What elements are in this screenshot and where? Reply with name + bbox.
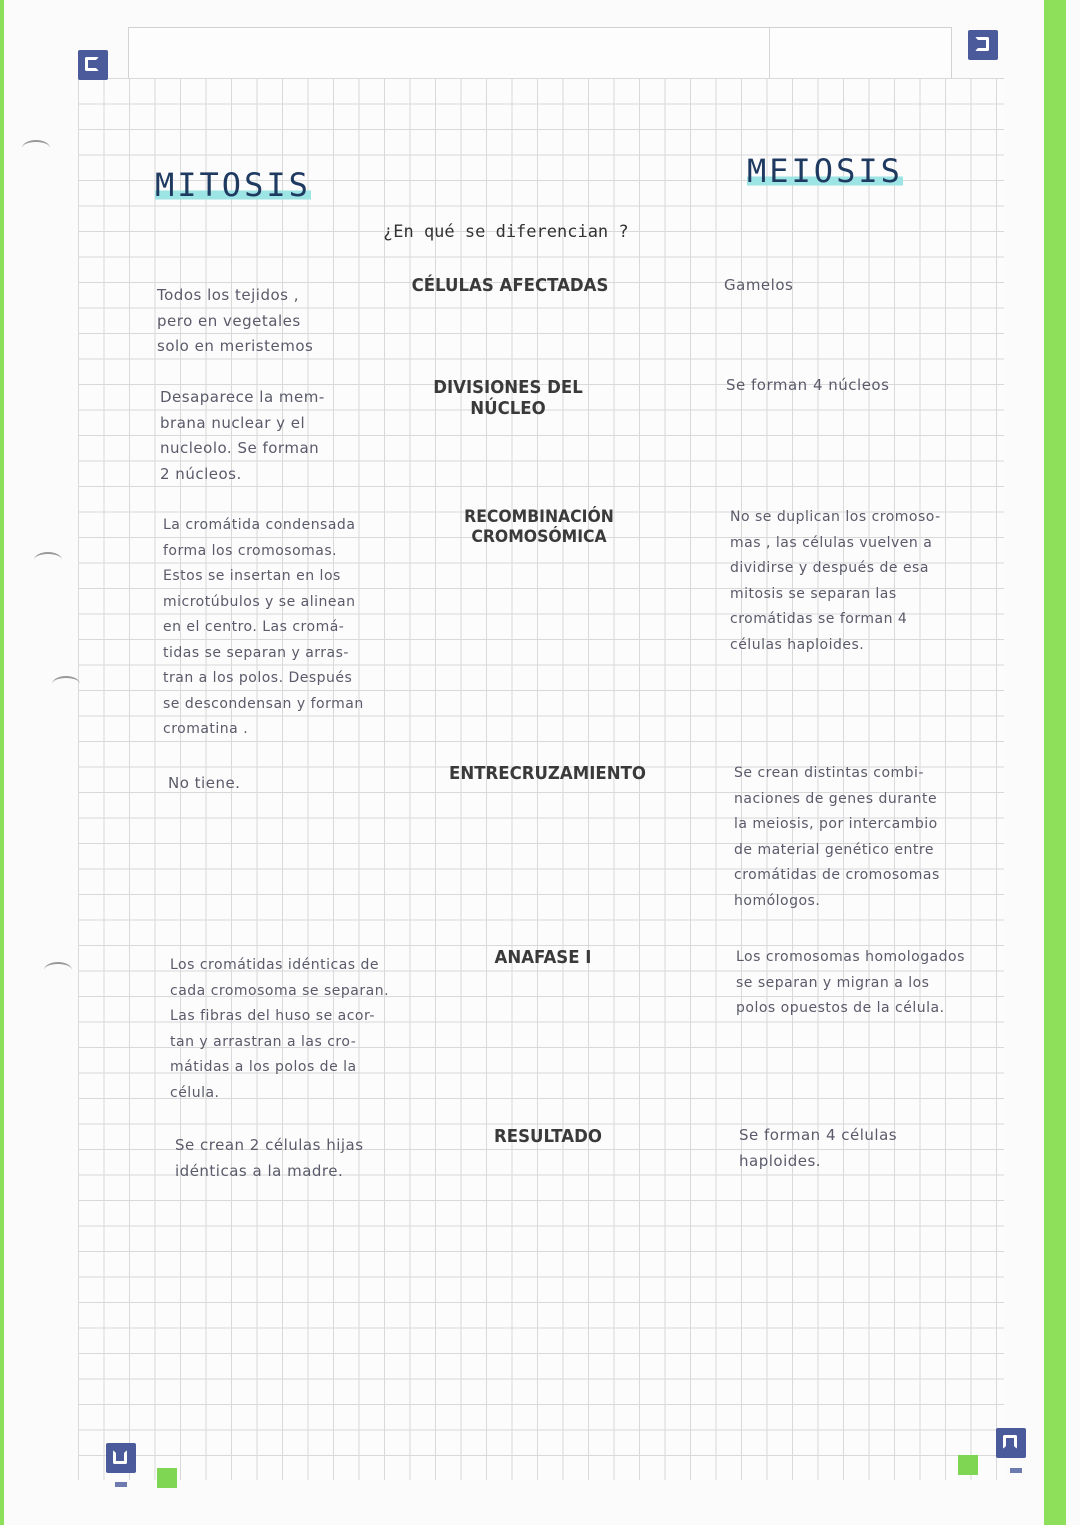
page-edge-left [0, 0, 4, 1525]
marker-bar-icon [1010, 1468, 1022, 1473]
heading-recombinacion-cromosomica: RECOMBINACIÓN CROMOSÓMICA [464, 507, 614, 547]
binder-hole-icon [52, 676, 80, 692]
meiosis-resultado: Se forman 4 células haploides. [739, 1126, 898, 1170]
corner-mark-top-right-icon [968, 30, 998, 60]
mitosis-resultado: Se crean 2 células hijas idénticas a la madre. [175, 1136, 364, 1180]
mitosis-entrecruzamiento: No tiene. [168, 774, 241, 792]
question-heading: ¿En qué se diferencian ? [383, 222, 629, 242]
mitosis-recombinacion-cromosomica: La cromátida condensada forma los cromosomas. Estos se insertan en los microtúbulos y se alinean en el centro. Las cromá- tidas se separan y arras- tran a los polos. Después se descondensan y forman cromatina . [163, 517, 364, 737]
heading-celulas-afectadas: CÉLULAS AFECTADAS [411, 275, 609, 296]
green-square-icon [958, 1455, 978, 1475]
heading-entrecruzamiento: ENTRECRUZAMIENTO [449, 763, 646, 784]
corner-mark-bottom-right-icon [996, 1428, 1026, 1458]
meiosis-anafase: Los cromosomas homologados se separan y migran a los polos opuestos de la célula. [736, 949, 965, 1016]
corner-mark-top-left-icon [78, 50, 108, 80]
mitosis-title: MITOSIS [155, 166, 311, 204]
header-box [128, 27, 952, 79]
heading-anafase: ANAFASE I [494, 947, 592, 968]
heading-resultado: RESULTADO [494, 1126, 602, 1147]
mitosis-celulas-afectadas: Todos los tejidos , pero en vegetales solo en meristemos [157, 286, 314, 355]
binder-hole-icon [44, 962, 72, 978]
mitosis-anafase: Los cromátidas idénticas de cada cromosoma se separan. Las fibras del huso se acor- tan y arrastran a las cro- mátidas a los polos de la célula. [170, 957, 390, 1101]
binder-hole-icon [34, 552, 62, 568]
green-square-icon [157, 1468, 177, 1488]
meiosis-celulas-afectadas: Gamelos [724, 276, 794, 294]
page-edge-right [1044, 0, 1066, 1525]
meiosis-entrecruzamiento: Se crean distintas combi- naciones de genes durante la meiosis, por intercambio de material genético entre cromátidas de cromosomas homólogos. [734, 765, 940, 909]
corner-mark-bottom-left-icon [106, 1443, 136, 1473]
heading-divisiones-nucleo: DIVISIONES DEL NÚCLEO [433, 377, 583, 419]
mitosis-divisiones-nucleo: Desaparece la mem- brana nuclear y el nucleolo. Se forman 2 núcleos. [160, 388, 325, 483]
meiosis-divisiones-nucleo: Se forman 4 núcleos [726, 376, 890, 394]
marker-bar-icon [115, 1482, 127, 1487]
meiosis-recombinacion-cromosomica: No se duplican los cromoso- mas , las células vuelven a dividirse y después de esa mitosis se separan las cromátidas se forman 4 células haploides. [730, 509, 941, 653]
meiosis-title: MEIOSIS [747, 152, 903, 190]
binder-hole-icon [22, 140, 50, 156]
